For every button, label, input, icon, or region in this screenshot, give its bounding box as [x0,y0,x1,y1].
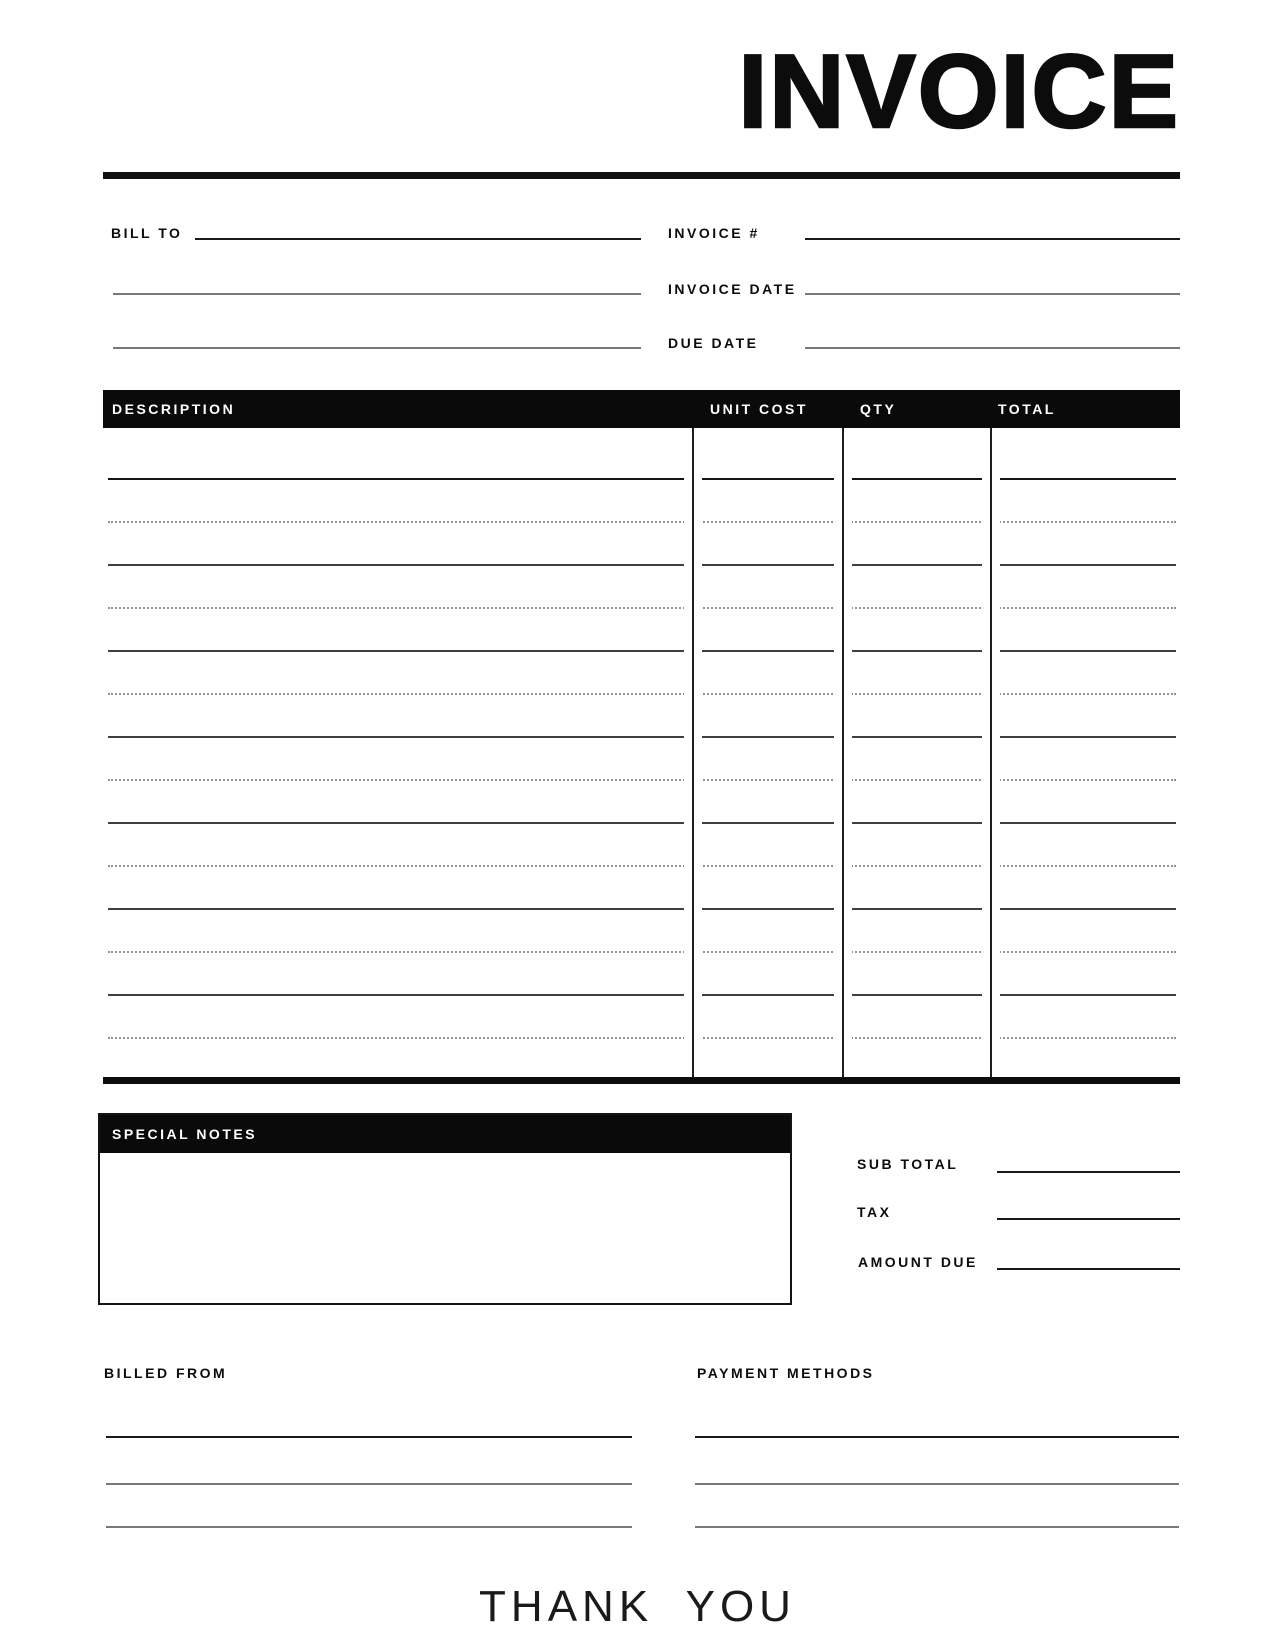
column-header-unit-cost: UNIT COST [710,401,808,417]
billed-from-line-1[interactable] [106,1436,632,1438]
billed-from-label: BILLED FROM [104,1365,228,1381]
special-notes-header [100,1115,790,1153]
bill-to-label: BILL TO [111,225,183,241]
payment-methods-line-2[interactable] [695,1483,1179,1485]
column-divider-unit-cost [692,428,694,1077]
table-row-line[interactable] [108,564,1176,566]
column-header-total: TOTAL [998,401,1056,417]
table-row-line[interactable] [108,736,1176,738]
table-row-line[interactable] [108,521,1176,523]
invoice-date-line[interactable] [805,293,1180,295]
page-title: INVOICE [738,34,1180,150]
table-row-line[interactable] [108,822,1176,824]
thank-you-text: THANK YOU [479,1582,796,1631]
special-notes-box[interactable] [98,1113,792,1305]
tax-line[interactable] [997,1218,1180,1220]
bill-to-line-2[interactable] [113,293,641,295]
table-row-line[interactable] [108,779,1176,781]
due-date-line[interactable] [805,347,1180,349]
amount-due-label: AMOUNT DUE [858,1254,978,1270]
table-header [103,390,1180,428]
table-bottom-rule [103,1077,1180,1084]
due-date-label: DUE DATE [668,335,759,351]
invoice-number-line[interactable] [805,238,1180,240]
table-body [103,428,1180,1077]
table-row-line[interactable] [108,607,1176,609]
table-row-line[interactable] [108,1037,1176,1039]
table-row-line[interactable] [108,693,1176,695]
header-divider-rule [103,172,1180,179]
table-row-line[interactable] [108,478,1176,480]
table-row-line[interactable] [108,650,1176,652]
invoice-number-label: INVOICE # [668,225,760,241]
column-divider-qty [842,428,844,1077]
special-notes-label: SPECIAL NOTES [112,1126,258,1142]
billed-from-line-3[interactable] [106,1526,632,1528]
bill-to-line-3[interactable] [113,347,641,349]
tax-label: TAX [857,1204,892,1220]
table-row-line[interactable] [108,994,1176,996]
table-row-line[interactable] [108,865,1176,867]
table-row-line[interactable] [108,951,1176,953]
payment-methods-label: PAYMENT METHODS [697,1365,875,1381]
billed-from-line-2[interactable] [106,1483,632,1485]
invoice-date-label: INVOICE DATE [668,281,797,297]
table-row-line[interactable] [108,908,1176,910]
column-header-qty: QTY [860,401,897,417]
bill-to-line-1[interactable] [195,238,641,240]
subtotal-line[interactable] [997,1171,1180,1173]
column-divider-total [990,428,992,1077]
column-header-description: DESCRIPTION [112,401,236,417]
amount-due-line[interactable] [997,1268,1180,1270]
payment-methods-line-1[interactable] [695,1436,1179,1438]
payment-methods-line-3[interactable] [695,1526,1179,1528]
subtotal-label: SUB TOTAL [857,1156,959,1172]
